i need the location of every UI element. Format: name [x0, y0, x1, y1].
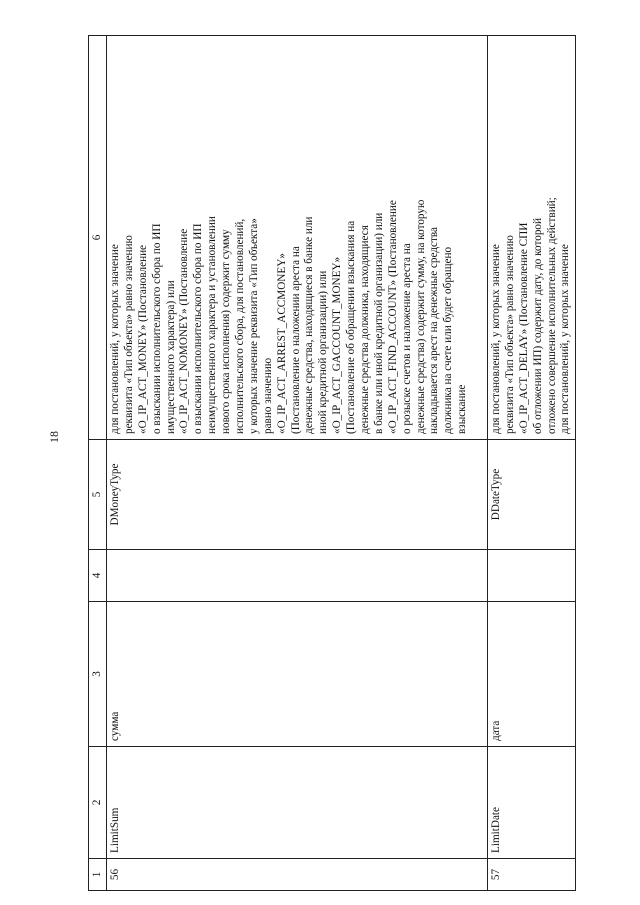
description-line: «O_IP_ACT_DELAY» (Постановление СПИ [517, 222, 530, 434]
attribute-type: DDateType [488, 440, 576, 550]
description-line: о розыске счетов и наложение ареста на [400, 243, 413, 434]
description-line: в банке или иной кредитной организации) или [372, 212, 385, 434]
row-number: 57 [488, 859, 576, 891]
description-line: «O_IP_ACT_MONEY» (Постановление [136, 244, 149, 434]
header-cell-4: 4 [89, 550, 107, 602]
description-line: денежные средства должника, находящиеся [359, 225, 372, 434]
description-line: «O_IP_ACT_NOMONEY» (Постановление [178, 228, 191, 434]
description-line: исполнительского сбора, для постановлений, [234, 218, 247, 434]
attributes-table [88, 35, 576, 891]
description-line: об отложении ИП) содержит дату, до которой [531, 218, 544, 434]
description-line: денежные средства, находящиеся в банке или [303, 216, 316, 434]
description-line: (Постановление о наложении ареста на [289, 246, 302, 434]
description-line: отложено совершение исполнительных действий; [545, 197, 558, 434]
header-cell-1: 1 [89, 859, 107, 891]
description-line: реквизита «Тип объекта» равно значению [503, 235, 516, 434]
header-row [89, 36, 107, 891]
description-line: накладывается арест на денежные средства [428, 227, 441, 434]
header-cell-6: 6 [89, 36, 107, 440]
description-line: реквизита «Тип объекта» равно значению [122, 235, 135, 434]
description-line: о взыскании исполнительского сбора по ИП [192, 223, 205, 434]
row-number: 56 [107, 859, 488, 891]
description-line: для постановлений, у которых значение [559, 244, 572, 434]
table-row [488, 36, 576, 891]
description-line: «O_IP_ACT_FIND_ACCOUNT» (Постановление [386, 200, 399, 434]
description-line: равно значению [261, 357, 274, 434]
description-line: должника на счете или будет обращено [442, 246, 455, 434]
rotated-page-content [88, 36, 572, 891]
description-line: иной кредитной организации) или [317, 270, 330, 434]
description-line: у которых значение реквизита «Тип объекта» [247, 218, 260, 434]
description-line: денежные средства) содержит сумму, на которую [414, 199, 427, 434]
attribute-name: LimitSum [107, 747, 488, 859]
description-line: (Постановление об обращении взыскания на [345, 220, 358, 434]
description-line: нового срока исполнения) содержит сумму [220, 229, 233, 434]
description-line: «O_IP_ACT_ARREST_ACCMONEY» [275, 253, 288, 434]
description-line: взыскание [456, 384, 469, 434]
attribute-description [107, 36, 488, 440]
page-number: 18 [47, 431, 61, 443]
attribute-title: сумма [107, 602, 488, 747]
attribute-type: DMoneyType [107, 440, 488, 550]
description-line: «O_IP_ACT_GACCOUNT_MONEY» [331, 256, 344, 434]
attribute-description [488, 36, 576, 440]
header-cell-5: 5 [89, 440, 107, 550]
header-cell-2: 2 [89, 747, 107, 859]
attribute-col4 [488, 550, 576, 602]
header-cell-3: 3 [89, 602, 107, 747]
attribute-col4 [107, 550, 488, 602]
table-row [107, 36, 488, 891]
attribute-title: дата [488, 602, 576, 747]
description-line: для постановлений, у которых значение [490, 244, 502, 434]
description-line: имущественного характера) или [164, 280, 177, 434]
description-line: для постановлений, у которых значение [109, 244, 121, 434]
description-line: о взыскании исполнительского сбора по ИП [150, 223, 163, 434]
description-line: неимущественного характера и установлении [206, 216, 219, 434]
attribute-name: LimitDate [488, 747, 576, 859]
